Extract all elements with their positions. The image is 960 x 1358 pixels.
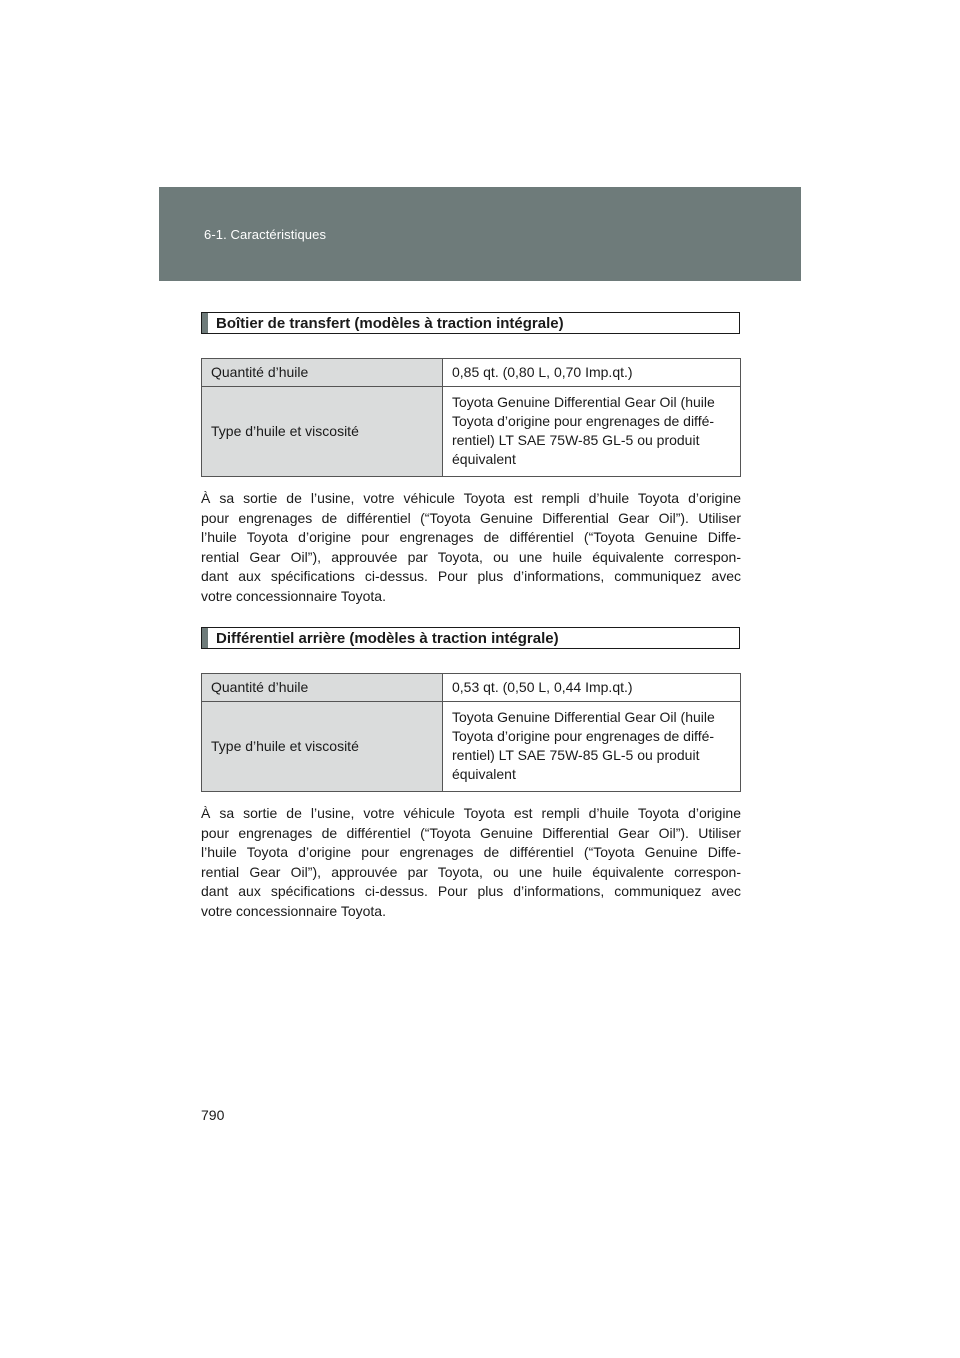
- section-heading-text: Différentiel arrière (modèles à traction intégrale): [216, 630, 559, 647]
- section-label: 6-1. Caractéristiques: [204, 227, 327, 242]
- heading-accent-bar: [202, 313, 208, 333]
- section-heading-rear-differential: [201, 627, 740, 649]
- paragraph-line: À sa sortie de l’usine, votre véhicule Toyota est rempli d’huile Toyota d’origine: [201, 805, 741, 821]
- table-row: [202, 359, 741, 387]
- table-row: [202, 387, 741, 477]
- paragraph-rear-differential: [201, 804, 741, 922]
- paragraph-line: l’huile Toyota d’origine pour engrenages de différentiel (“Toyota Genuine Diffe-: [201, 844, 741, 861]
- table-cell-value: 0,53 qt. (0,50 L, 0,44 Imp.qt.): [443, 674, 741, 702]
- value-line: équivalent: [452, 766, 516, 782]
- paragraph-line: votre concessionnaire Toyota.: [201, 587, 386, 604]
- value-line: équivalent: [452, 451, 516, 467]
- table-row: [202, 702, 741, 792]
- page-number: 790: [201, 1107, 225, 1123]
- table-cell-value: [443, 387, 741, 477]
- value-line: Toyota d’origine pour engrenages de diffé-: [452, 413, 715, 429]
- table-cell-label: Type d’huile et viscosité: [202, 702, 443, 792]
- paragraph-line: votre concessionnaire Toyota.: [201, 902, 386, 919]
- section-heading-text: Boîtier de transfert (modèles à traction intégrale): [216, 315, 564, 332]
- value-line: rentiel) LT SAE 75W-85 GL-5 ou produit: [452, 432, 700, 448]
- paragraph-transfer-case: [201, 489, 741, 607]
- value-line: Toyota d’origine pour engrenages de diffé-: [452, 728, 715, 744]
- heading-accent-bar: [202, 628, 208, 648]
- paragraph-line: À sa sortie de l’usine, votre véhicule Toyota est rempli d’huile Toyota d’origine: [201, 490, 741, 506]
- value-line: Toyota Genuine Differential Gear Oil (huile: [452, 394, 715, 410]
- table-cell-value: [443, 702, 741, 792]
- table-cell-label: Type d’huile et viscosité: [202, 387, 443, 477]
- paragraph-line: dant aux spécifications ci-dessus. Pour plus d’informations, communiquez avec: [201, 568, 741, 585]
- paragraph-line: rential Gear Oil”), approuvée par Toyota, ou une huile équivalente correspon-: [201, 548, 741, 565]
- paragraph-line: pour engrenages de différentiel (“Toyota Genuine Differential Gear Oil”). Utiliser: [201, 824, 741, 841]
- paragraph-line: l’huile Toyota d’origine pour engrenages de différentiel (“Toyota Genuine Diffe-: [201, 529, 741, 546]
- spec-table-rear-differential: [201, 673, 741, 792]
- table-cell-label: Quantité d’huile: [202, 674, 443, 702]
- paragraph-line: rential Gear Oil”), approuvée par Toyota, ou une huile équivalente correspon-: [201, 863, 741, 880]
- spec-table-transfer-case: [201, 358, 741, 477]
- chapter-header-band: [159, 187, 801, 281]
- table-cell-value: 0,85 qt. (0,80 L, 0,70 Imp.qt.): [443, 359, 741, 387]
- section-heading-transfer-case: [201, 312, 740, 334]
- value-line: rentiel) LT SAE 75W-85 GL-5 ou produit: [452, 747, 700, 763]
- paragraph-line: pour engrenages de différentiel (“Toyota Genuine Differential Gear Oil”). Utiliser: [201, 509, 741, 526]
- table-cell-label: Quantité d’huile: [202, 359, 443, 387]
- value-line: Toyota Genuine Differential Gear Oil (huile: [452, 709, 715, 725]
- table-row: [202, 674, 741, 702]
- paragraph-line: dant aux spécifications ci-dessus. Pour plus d’informations, communiquez avec: [201, 883, 741, 900]
